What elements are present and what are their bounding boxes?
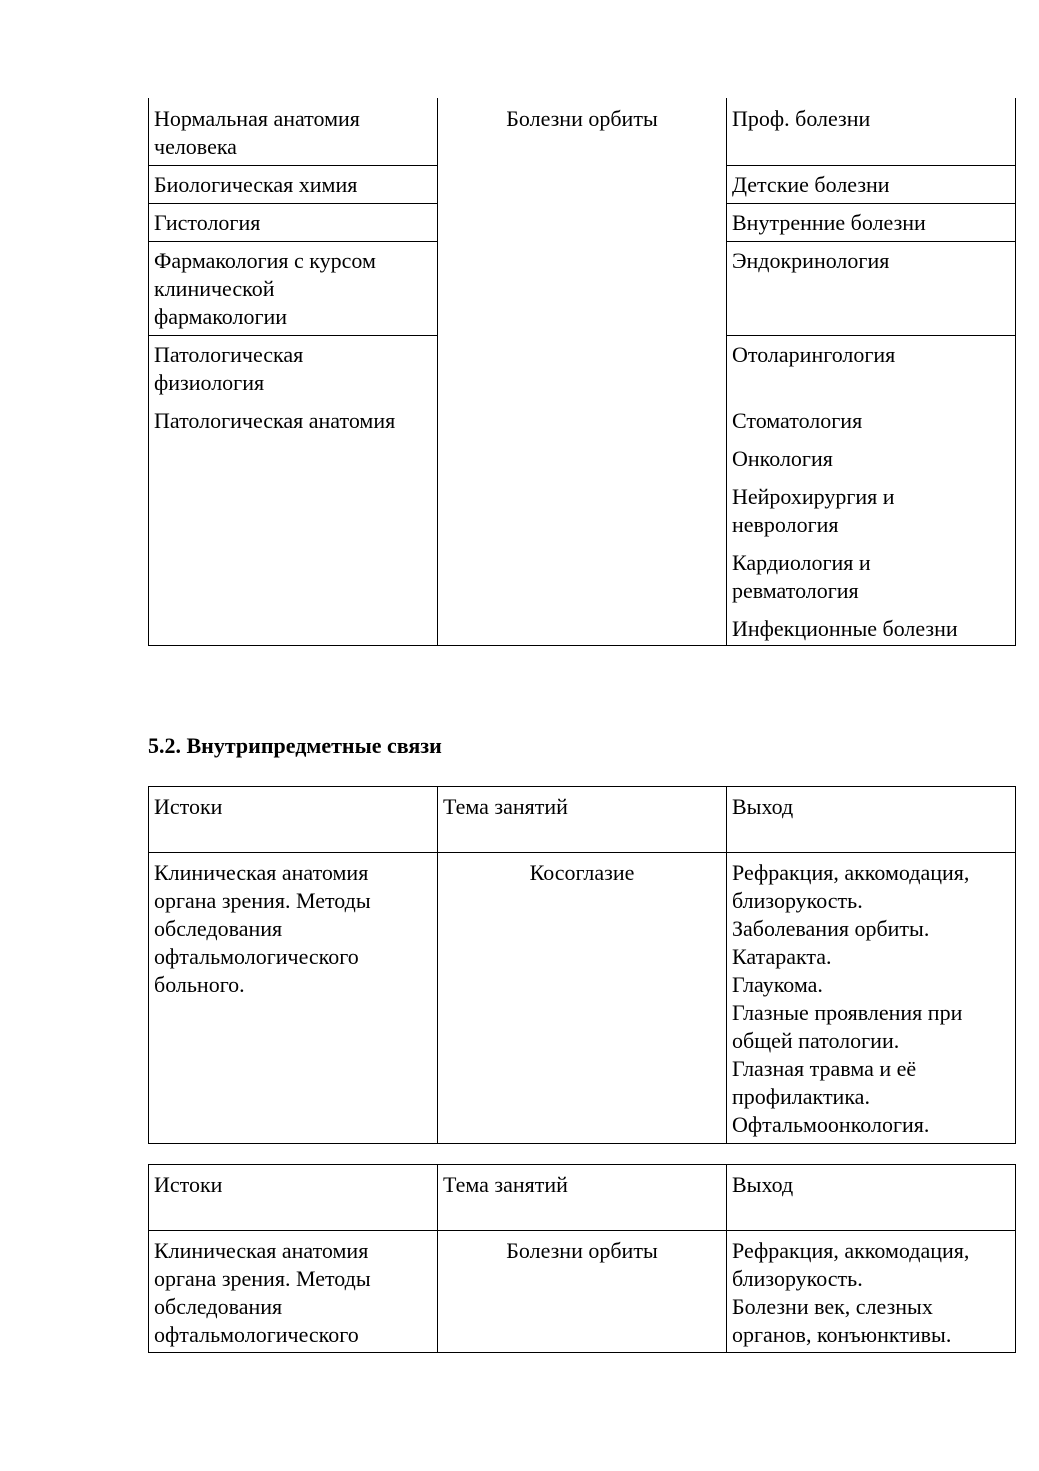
table-border <box>148 165 438 166</box>
table-border <box>148 203 438 204</box>
table-cell: Клиническая анатомия органа зрения. Методы обследования офтальмологического <box>154 1238 371 1347</box>
table-cell: Детские болезни <box>732 172 890 197</box>
table-border <box>1015 1164 1016 1353</box>
table-border <box>437 98 438 646</box>
table-border <box>726 1164 727 1353</box>
table-border <box>148 645 1016 646</box>
table-border <box>726 98 727 646</box>
table-border <box>148 1164 149 1353</box>
table-cell: Нормальная анатомия человека <box>154 106 360 159</box>
table-border <box>148 852 1016 853</box>
table-cell: Онкология <box>732 446 833 471</box>
table-border <box>148 335 438 336</box>
table-header-cell: Тема занятий <box>443 794 568 819</box>
table-cell: Проф. болезни <box>732 106 871 131</box>
table-border <box>1015 786 1016 1144</box>
table-cell: Патологическая анатомия <box>154 408 396 433</box>
table-border <box>148 1143 1016 1144</box>
table-cell: Болезни орбиты <box>506 106 658 131</box>
table-cell: Рефракция, аккомодация, близорукость. Заболевания орбиты. Катаракта. Глаукома. Глазные проявления при общей патологии. Глазная травма и её профилактика. Офтальмоонкология. <box>732 860 970 1137</box>
table-border <box>1015 98 1016 646</box>
table-cell: Биологическая химия <box>154 172 358 197</box>
table-border <box>726 203 1016 204</box>
table-header-cell: Истоки <box>154 1172 223 1197</box>
table-header-cell: Истоки <box>154 794 223 819</box>
table-border <box>726 165 1016 166</box>
table-border <box>148 241 438 242</box>
table-header-cell: Выход <box>732 1172 794 1197</box>
table-cell: Нейрохирургия и неврология <box>732 484 895 537</box>
table-border <box>726 786 727 1144</box>
table-header-cell: Тема занятий <box>443 1172 568 1197</box>
table-border <box>148 1230 1016 1231</box>
table-cell: Рефракция, аккомодация, близорукость. Болезни век, слезных органов, конъюнктивы. <box>732 1238 970 1347</box>
table-cell: Стоматология <box>732 408 863 433</box>
table-border <box>148 786 149 1144</box>
table-border <box>148 1164 1016 1165</box>
table-cell: Отоларингология <box>732 342 896 367</box>
table-cell: Гистология <box>154 210 261 235</box>
table-header-cell: Выход <box>732 794 794 819</box>
table-cell: Фармакология с курсом клинической фармакологии <box>154 248 376 329</box>
table-cell: Эндокринология <box>732 248 890 273</box>
table-border <box>148 786 1016 787</box>
table-border <box>148 98 149 646</box>
table-cell: Инфекционные болезни <box>732 616 958 641</box>
table-border <box>726 241 1016 242</box>
table-cell: Внутренние болезни <box>732 210 926 235</box>
table-border <box>726 335 1016 336</box>
table-cell: Клиническая анатомия органа зрения. Методы обследования офтальмологического больного. <box>154 860 371 997</box>
table-cell: Болезни орбиты <box>506 1238 658 1263</box>
table-border <box>148 1352 1016 1353</box>
table-cell: Косоглазие <box>529 860 635 885</box>
table-cell: Патологическая физиология <box>154 342 304 395</box>
table-border <box>437 786 438 1144</box>
table-cell: Кардиология и ревматология <box>732 550 871 603</box>
section-heading: 5.2. Внутрипредметные связи <box>148 733 442 758</box>
